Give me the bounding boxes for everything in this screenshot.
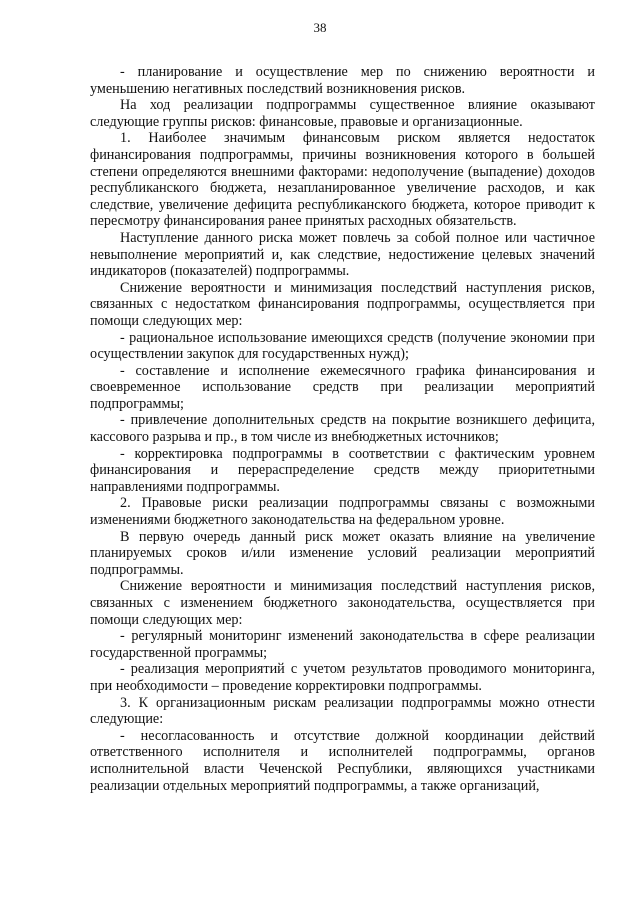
page-number: 38 xyxy=(313,20,327,35)
paragraph-financial-risk: 1. Наиболее значимым финансовым риском является недостаток финансирования подпрограммы, причины возникновения которого в большей степени определяются внешними факторами: недополучение (выпадение) доходов республиканского бюджета, незапланированное увеличение расходов, и как следствие, увеличение дефицита республиканского бюджета, которое приводит к пересмотру финансирования ранее принятых расходных обязательств. xyxy=(90,130,595,230)
paragraph-legal-mitigation-intro: Снижение вероятности и минимизация последствий наступления рисков, связанных с изменением бюджетного законодательства, осуществляется при помощи следующих мер: xyxy=(90,578,595,628)
paragraph-risk-consequences: Наступление данного риска может повлечь за собой полное или частичное невыполнение мероприятий и, как следствие, недостижение целевых значений индикаторов (показателей) подпрограммы. xyxy=(90,229,595,280)
paragraph-measure-planning: - планирование и осуществление мер по снижению вероятности и уменьшению негативных последствий возникновения рисков. xyxy=(90,64,595,97)
list-item-rational-use: - рациональное использование имеющихся средств (получение экономии при осуществлении закупок для государственных нужд); xyxy=(90,329,595,363)
list-item-additional-funds: - привлечение дополнительных средств на покрытие возникшего дефицита, кассового разрыва и пр., в том числе из внебюджетных источников; xyxy=(90,412,595,446)
paragraph-financial-mitigation-intro: Снижение вероятности и минимизация последствий наступления рисков, связанных с недостатком финансирования подпрограммы, осуществляется при помощи следующих мер: xyxy=(90,279,595,329)
paragraph-organizational-risks: 3. К организационным рискам реализации подпрограммы можно отнести следующие: xyxy=(90,694,595,728)
paragraph-risk-groups: На ход реализации подпрограммы существенное влияние оказывают следующие группы рисков: финансовые, правовые и организационные. xyxy=(90,97,595,130)
list-item-monitoring-results: - реализация мероприятий с учетом результатов проводимого мониторинга, при необходимости – проведение корректировки подпрограммы. xyxy=(90,661,595,694)
list-item-monthly-schedule: - составление и исполнение ежемесячного графика финансирования и своевременное использование средств при реализации мероприятий подпрограммы; xyxy=(90,362,595,412)
paragraph-legal-risk-impact: В первую очередь данный риск может оказать влияние на увеличение планируемых сроков и/или изменение условий реализации мероприятий подпрограммы. xyxy=(90,528,595,578)
list-item-program-adjustment: - корректировка подпрограммы в соответствии с фактическим уровнем финансирования и перераспределение средств между приоритетными направлениями подпрограммы. xyxy=(90,445,595,495)
paragraph-legal-risk: 2. Правовые риски реализации подпрограммы связаны с возможными изменениями бюджетного законодательства на федеральном уровне. xyxy=(90,495,595,529)
list-item-coordination: - несогласованность и отсутствие должной координации действий ответственного исполнителя и исполнителей подпрограммы, органов исполнительной власти Чеченской Республики, являющихся участниками реализации отдельных мероприятий подпрограммы, а также организаций, xyxy=(90,727,595,794)
list-item-legislation-monitoring: - регулярный мониторинг изменений законодательства в сфере реализации государственной программы; xyxy=(90,628,595,661)
page-body xyxy=(90,64,595,794)
